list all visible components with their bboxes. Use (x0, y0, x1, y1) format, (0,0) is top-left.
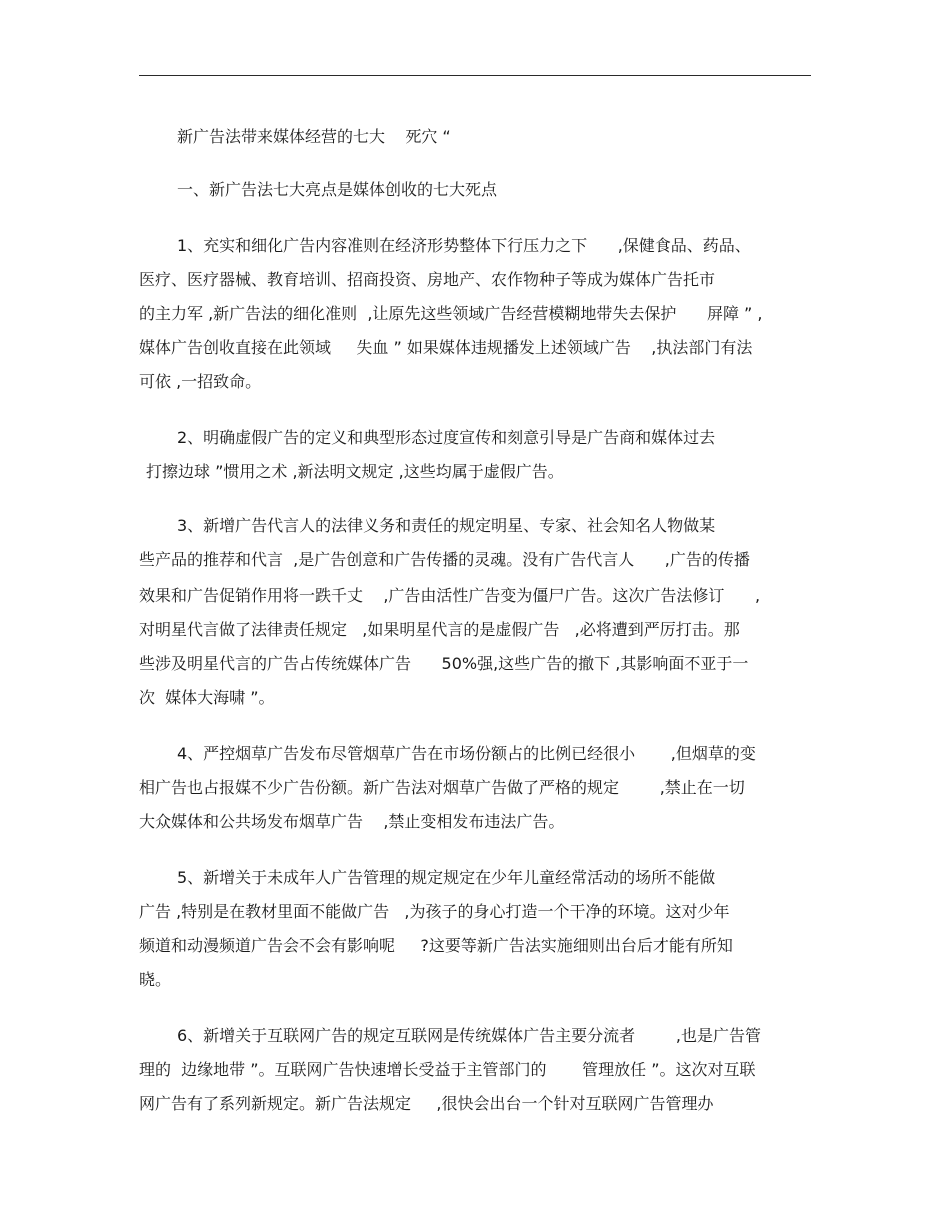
paragraph-line: 的主力军 ,新广告法的细化准则 ,让原先这些领域广告经营模糊地带失去保护 屏障 ” , (139, 304, 763, 323)
paragraph-line: 大众媒体和公共场发布烟草广告 ,禁止变相发布违法广告。 (139, 812, 565, 831)
paragraph-line: 次 媒体大海啸 ”。 (139, 688, 275, 707)
section-heading: 一、新广告法七大亮点是媒体创收的七大死点 (177, 180, 498, 199)
header-rule (139, 75, 811, 76)
paragraph-line: 些涉及明星代言的广告占传统媒体广告 50%强,这些广告的撤下 ,其影响面不亚于一 (139, 654, 749, 673)
paragraph-line: 打擦边球 ”惯用之术 ,新法明文规定 ,这些均属于虚假广告。 (146, 462, 564, 481)
paragraph-line: 5、新增关于未成年人广告管理的规定规定在少年儿童经常活动的场所不能做 (177, 868, 716, 887)
paragraph-line: 效果和广告促销作用将一跌千丈 ,广告由活性广告变为僵尸广告。这次广告法修订 , (139, 586, 761, 605)
paragraph-line: 网广告有了系列新规定。新广告法规定 ,很快会出台一个针对互联网广告管理办 (139, 1094, 714, 1113)
paragraph-line: 1、充实和细化广告内容准则在经济形势整体下行压力之下 ,保健食品、药品、 (177, 236, 751, 255)
paragraph-line: 些产品的推荐和代言 ,是广告创意和广告传播的灵魂。没有广告代言人 ,广告的传播 (139, 550, 750, 569)
paragraph-line: 可依 ,一招致命。 (139, 372, 262, 391)
paragraph-line: 4、严控烟草广告发布尽管烟草广告在市场份额占的比例已经很小 ,但烟草的变 (177, 744, 756, 763)
paragraph-line: 媒体广告创收直接在此领域 失血 ” 如果媒体违规播发上述领域广告 ,执法部门有法 (139, 338, 753, 357)
paragraph-line: 相广告也占报媒不少广告份额。新广告法对烟草广告做了严格的规定 ,禁止在一切 (139, 778, 745, 797)
paragraph-line: 医疗、医疗器械、教育培训、招商投资、房地产、农作物种子等成为媒体广告托市 (139, 270, 716, 289)
paragraph-line: 理的 边缘地带 ”。互联网广告快速增长受益于主管部门的 管理放任 ”。这次对互联 (139, 1060, 756, 1079)
paragraph-line: 6、新增关于互联网广告的规定互联网是传统媒体广告主要分流者 ,也是广告管 (177, 1026, 761, 1045)
paragraph-line: 2、明确虚假广告的定义和典型形态过度宣传和刻意引导是广告商和媒体过去 (177, 428, 716, 447)
document-title: 新广告法带来媒体经营的七大 死穴 “ (177, 127, 451, 146)
paragraph-line: 3、新增广告代言人的法律义务和责任的规定明星、专家、社会知名人物做某 (177, 516, 716, 535)
paragraph-line: 频道和动漫频道广告会不会有影响呢 ?这要等新广告法实施细则出台后才能有所知 (139, 936, 733, 955)
paragraph-line: 晓。 (139, 970, 172, 989)
paragraph-line: 对明星代言做了法律责任规定 ,如果明星代言的是虚假广告 ,必将遭到严厉打击。那 (139, 620, 740, 639)
paragraph-line: 广告 ,特别是在教材里面不能做广告 ,为孩子的身心打造一个干净的环境。这对少年 (139, 902, 730, 921)
